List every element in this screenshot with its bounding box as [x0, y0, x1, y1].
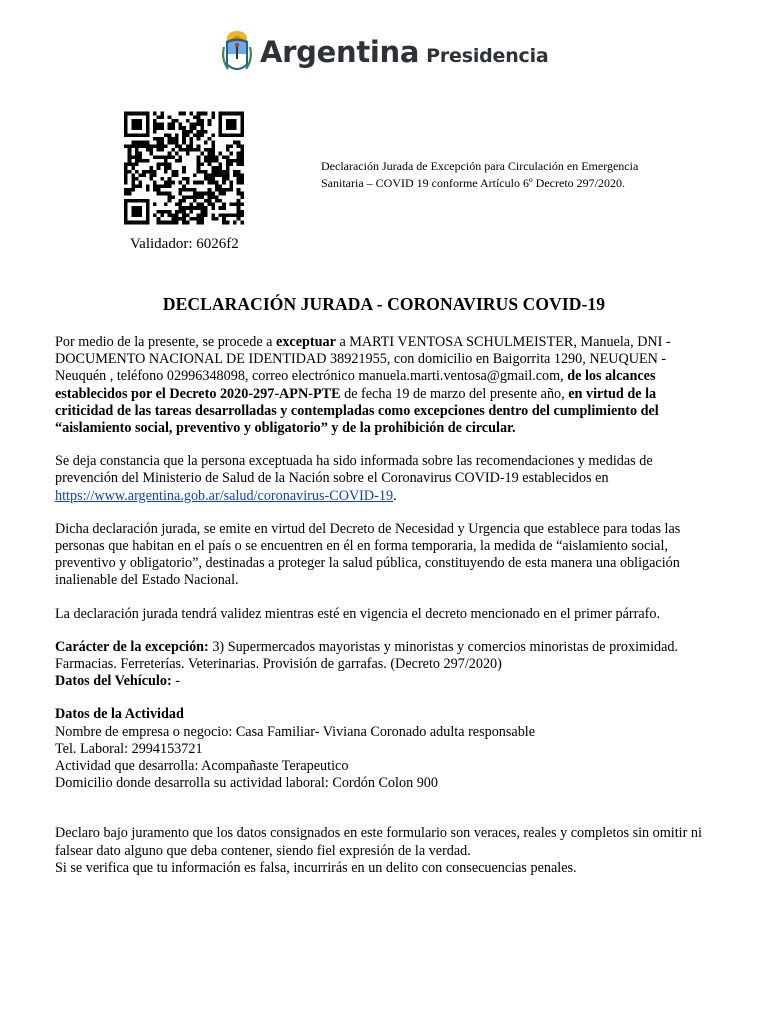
logo-main-text: Argentina [260, 35, 420, 69]
document-body [55, 334, 715, 877]
coat-of-arms-icon [222, 27, 252, 77]
activity-address: Domicilio donde desarrolla su actividad laboral: Cordón Colon 900 [55, 775, 438, 792]
sworn-statement: Declaro bajo juramento que los datos consignados en este formulario son veraces, reales y completos sin omitir ni falsear dato alguno que deba contener, siendo fiel expresión de la verdad. [55, 825, 702, 859]
header-logo [222, 26, 549, 78]
qr-code [124, 111, 244, 225]
paragraph-exception: Por medio de la presente, se procede a exceptuar a MARTI VENTOSA SCHULMEISTER, Manuela, DNI - DOCUMENTO NACIONAL DE IDENTIDAD 38921955, con domicilio en Baigorrita 1290, NEUQUEN - Neuquén , teléfono 02996348098, correo electrónico manuela.marti.ventosa@gmail.com, de los alcances establecidos por el Decreto 2020-297-APN-PTE de fecha 19 de marzo del presente año, en virtud de la criticidad de las tareas desarrolladas y contempladas como excepciones dentro del cumplimiento del “aislamiento social, preventivo y obligatorio” y de la prohibición de circular. [55, 334, 671, 437]
vehicle-data: Datos del Vehículo: - [55, 673, 180, 690]
activity-type: Actividad que desarrolla: Acompañaste Terapeutico [55, 758, 349, 775]
activity-heading: Datos de la Actividad [55, 706, 184, 723]
validator-code: Validador: 6026f2 [130, 236, 239, 252]
logo-sub-text: Presidencia [426, 45, 549, 67]
paragraph-decree: Dicha declaración jurada, se emite en virtud del Decreto de Necesidad y Urgencia que establece para todas las personas que habitan en el país o se encuentren en él en forma temporaria, la medida de “aislamiento social, preventivo y obligatorio”, destinadas a proteger la salud pública, constituyendo de esta manera una obligación inalienable del Estado Nacional. [55, 520, 681, 589]
page-title: DECLARACIÓN JURADA - CORONAVIRUS COVID-19 [162, 294, 606, 314]
paragraph-prevention: Se deja constancia que la persona exceptuada ha sido informada sobre las recomendaciones y medidas de prevención del Ministerio de Salud de la Nación sobre el Coronavirus COVID-19 establecidos en https://www.argentina.gob.ar/salud/coronavirus-COVID-19. [55, 453, 653, 504]
covid-info-link[interactable]: https://www.argentina.gob.ar/salud/coronavirus-COVID-19 [55, 487, 394, 504]
paragraph-validity: La declaración jurada tendrá validez mientras esté en vigencia el decreto mencionado en el primer párrafo. [55, 605, 661, 622]
exception-character: Carácter de la excepción: 3) Supermercados mayoristas y minoristas y comercios minoristas de proximidad. Farmacias. Ferreterías. Veterinarias. Provisión de garrafas. (Decreto 297/2020) [55, 638, 679, 673]
activity-company: Nombre de empresa o negocio: Casa Familiar- Viviana Coronado adulta responsable [55, 723, 536, 740]
activity-phone: Tel. Laboral: 2994153721 [55, 740, 203, 757]
declaration-note: Declaración Jurada de Excepción para Circulación en Emergencia Sanitaria – COVID 19 conforme Artículo 6º Decreto 297/2020. [321, 159, 639, 190]
legal-warning: Si se verifica que tu información es falsa, incurrirás en un delito con consecuencias penales. [55, 859, 577, 876]
